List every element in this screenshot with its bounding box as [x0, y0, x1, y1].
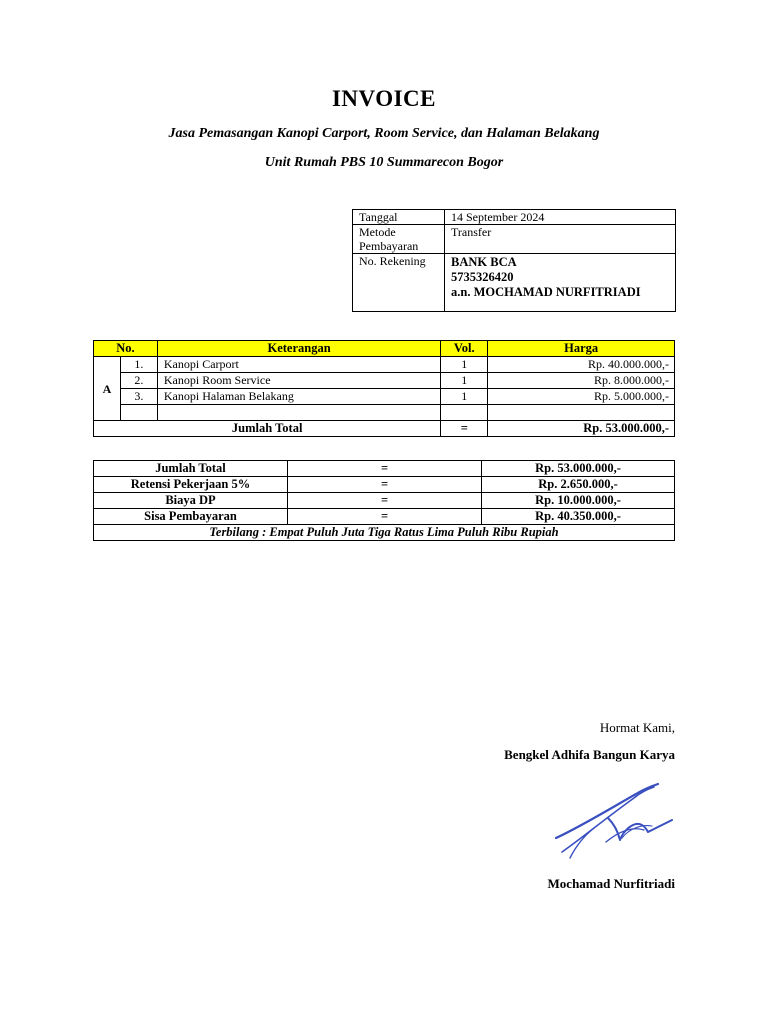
- row-volume: 1: [441, 357, 488, 373]
- summary-label: Sisa Pembayaran: [94, 509, 288, 525]
- summary-value: Rp. 2.650.000,-: [482, 477, 675, 493]
- payment-info-table: [352, 209, 676, 312]
- summary-label: Retensi Pekerjaan 5%: [94, 477, 288, 493]
- items-header-row: [94, 341, 675, 357]
- items-total-row: [94, 421, 675, 437]
- total-label: Jumlah Total: [94, 421, 441, 437]
- empty-cell: [441, 405, 488, 421]
- summary-equals: =: [288, 493, 482, 509]
- empty-cell: [157, 405, 440, 421]
- payment-date-row: [353, 210, 676, 225]
- closing-greeting: Hormat Kami,: [599, 720, 675, 735]
- col-header-price: Harga: [488, 341, 675, 357]
- summary-equals: =: [288, 461, 482, 477]
- payment-account-row: [353, 254, 676, 312]
- summary-label: Jumlah Total: [94, 461, 288, 477]
- payment-method-row: [353, 225, 676, 254]
- row-number: 2.: [120, 373, 157, 389]
- spelled-amount: Terbilang : Empat Puluh Juta Tiga Ratus Lima Puluh Ribu Rupiah: [94, 525, 675, 541]
- summary-row: [94, 509, 675, 525]
- method-label-line2: Pembayaran: [359, 239, 419, 253]
- account-holder: a.n. MOCHAMAD NURFITRIADI: [451, 285, 641, 299]
- invoice-title: INVOICE: [331, 86, 436, 111]
- summary-table: [93, 460, 675, 541]
- account-number: 5735326420: [451, 270, 514, 284]
- account-value: [445, 254, 676, 312]
- row-volume: 1: [441, 373, 488, 389]
- row-price: Rp. 5.000.000,-: [488, 389, 675, 405]
- summary-row: [94, 477, 675, 493]
- company-name: Bengkel Adhifa Bangun Karya: [504, 747, 675, 762]
- bank-name: BANK BCA: [451, 255, 517, 269]
- table-row: [94, 373, 675, 389]
- invoice-subtitle-service: Jasa Pemasangan Kanopi Carport, Room Service, dan Halaman Belakang: [168, 126, 600, 141]
- date-value: 14 September 2024: [445, 210, 676, 225]
- empty-row: [94, 405, 675, 421]
- table-row: [94, 389, 675, 405]
- row-volume: 1: [441, 389, 488, 405]
- row-price: Rp. 40.000.000,-: [488, 357, 675, 373]
- method-value: Transfer: [445, 225, 676, 254]
- signer-name: Mochamad Nurfitriadi: [547, 876, 675, 891]
- summary-equals: =: [288, 509, 482, 525]
- summary-row: [94, 493, 675, 509]
- empty-cell: [488, 405, 675, 421]
- col-header-no: No.: [94, 341, 158, 357]
- signature-image: [548, 780, 678, 862]
- col-header-desc: Keterangan: [157, 341, 440, 357]
- total-value: Rp. 53.000.000,-: [488, 421, 675, 437]
- col-header-vol: Vol.: [441, 341, 488, 357]
- summary-value: Rp. 53.000.000,-: [482, 461, 675, 477]
- spelled-amount-row: [94, 525, 675, 541]
- row-number: 3.: [120, 389, 157, 405]
- date-label: Tanggal: [353, 210, 445, 225]
- items-table: [93, 340, 675, 437]
- row-price: Rp. 8.000.000,-: [488, 373, 675, 389]
- empty-cell: [120, 405, 157, 421]
- row-description: Kanopi Room Service: [157, 373, 440, 389]
- summary-value: Rp. 10.000.000,-: [482, 493, 675, 509]
- summary-label: Biaya DP: [94, 493, 288, 509]
- summary-row: [94, 461, 675, 477]
- row-description: Kanopi Carport: [157, 357, 440, 373]
- row-number: 1.: [120, 357, 157, 373]
- account-label: No. Rekening: [353, 254, 445, 312]
- method-label-line1: Metode: [359, 225, 396, 239]
- summary-equals: =: [288, 477, 482, 493]
- summary-value: Rp. 40.350.000,-: [482, 509, 675, 525]
- total-equals: =: [441, 421, 488, 437]
- row-description: Kanopi Halaman Belakang: [157, 389, 440, 405]
- table-row: [94, 357, 675, 373]
- group-label: A: [94, 357, 121, 421]
- invoice-subtitle-unit: Unit Rumah PBS 10 Summarecon Bogor: [264, 155, 504, 170]
- method-label: [353, 225, 445, 254]
